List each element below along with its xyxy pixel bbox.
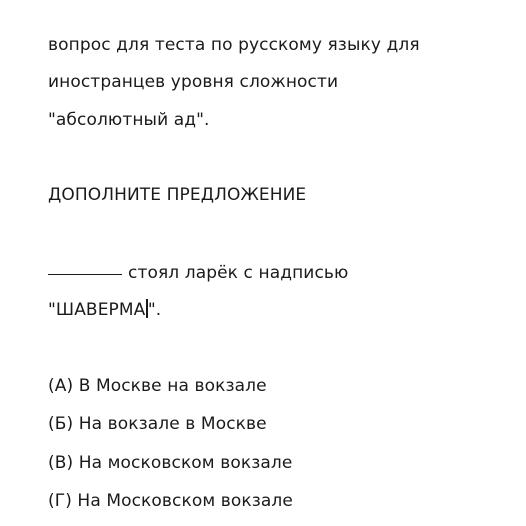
option-a: (А) В Москве на вокзале	[48, 376, 267, 396]
option-b: (Б) На вокзале в Москве	[48, 414, 267, 434]
task-heading: ДОПОЛНИТЕ ПРЕДЛОЖЕНИЕ	[48, 185, 307, 205]
sentence-part-1: стоял ларёк с надписью	[128, 263, 349, 283]
sentence-line-1	[48, 262, 348, 284]
sentence-part-2a: "ШАВЕРМА	[48, 300, 146, 320]
option-d: (Г) На Московском вокзале	[48, 491, 293, 511]
sentence-line-2	[48, 299, 161, 321]
option-c: (В) На московском вокзале	[48, 453, 293, 473]
sentence-part-2b: ".	[147, 300, 162, 320]
intro-line-1: вопрос для теста по русскому языку для	[48, 35, 420, 55]
intro-line-2: иностранцев уровня сложности	[48, 72, 339, 92]
intro-line-3: "абсолютный ад".	[48, 110, 210, 130]
answer-blank	[48, 274, 122, 275]
